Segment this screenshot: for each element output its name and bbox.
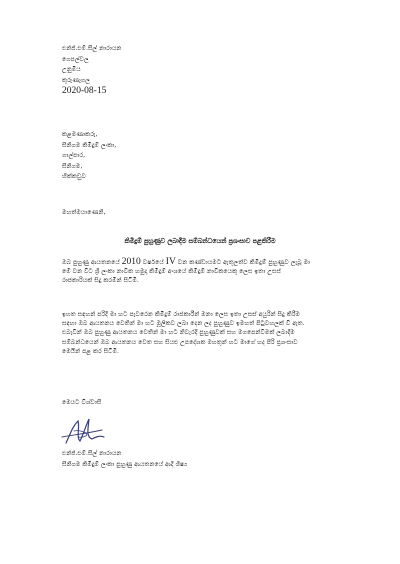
letter-date: 2020-08-15: [62, 86, 107, 97]
paragraph-1-line-2: මේ වන විට ශ්‍රී ලංකා නාවික හමුදා කිමිදුම් අංශයේ කිමිදුම් නාවිකයෙකු ලෙස ඉතා උසස්: [62, 268, 281, 276]
recipient-address: [62, 130, 116, 183]
sender-address-line-2: උනුමිය: [62, 66, 81, 74]
recipient-line-5: හික්කඩුව: [62, 173, 86, 181]
paragraph-1-text-a: ඔබ පුහුණු ආයතනයේ: [62, 259, 120, 266]
signature-block: [62, 449, 187, 470]
letter-subject: කිමිදුම් පුහුණුව ලබාදීම සම්බන්ධයෙන් ප්‍රශංසාව පළකිරීම: [124, 237, 276, 245]
paragraph-1-roman: IV: [165, 257, 176, 267]
paragraph-1: [62, 258, 352, 286]
recipient-line-3: ගාල්පාර,: [62, 152, 86, 160]
paragraph-2: [62, 310, 352, 356]
signatory-name: එන්ජ්.එම්.සීල් නාරායන: [62, 450, 122, 457]
handwritten-signature: [58, 413, 108, 449]
paragraph-1-text-b: වර්ෂයේ: [142, 259, 164, 266]
sender-address-line-3: කුරුණෑගල: [62, 76, 91, 84]
recipient-line-4: සීනිගම,: [62, 162, 83, 170]
sender-address-line-1: ගෙපල්වල: [62, 55, 89, 63]
recipient-line-1: කළමණාකරු,: [62, 131, 98, 138]
paragraph-2-line-5: මෙයින් පළ කර සිටිමි.: [62, 347, 120, 355]
paragraph-2-line-1: ඉහත සඳහන් පරිදි මා හට පැවරෙන කිමිදුම් රාජකාරීන් මනා ලෙස ඉතා උසස් අයුරින් සිදු කිරීම: [62, 311, 300, 318]
paragraph-1-line-1: [62, 258, 352, 267]
salutation: මහත්මයාණෙනි,: [62, 209, 106, 216]
paragraph-2-line-4: සම්බන්ධයෙන් ඔබ ආයතනය වෙත සහ සියළු උපදේශක මහතුන් හට මාගේ හද පිරි ප්‍රශංසාව: [62, 338, 298, 346]
paragraph-1-year: 2010: [121, 257, 141, 267]
paragraph-1-text-c: වන කණ්ඩායමට ඇතුලත්ව කිමිදුම් පුහුණුව ලැබූ මා: [177, 259, 311, 266]
paragraph-1-line-3: රාජකාරියක් සිදු කරමින් සිටිමි.: [62, 277, 139, 285]
signatory-title: සීනිගම කිමිදුම් ලංකා පුහුණු ආයතනයේ ආදි ශිෂ්‍ය: [62, 460, 188, 468]
paragraph-2-line-2: සඳහා ඔබ ආයතනය වෙතින් මා හට මූලිකව ලබා දෙන ලද පුහුණුව ඉමහත් පිටුවහලක් වී ඇත.: [62, 320, 305, 328]
recipient-line-2: සීනිගම කිමිදුම් ලංකා,: [62, 141, 117, 149]
paragraph-2-line-3: එබැවින් ඔබ පුහුණු ආයතනය වෙතින් මා හට නිවැරදි පුහුණුවක් සහ මගපෙන්වීමක් ලබාදීම: [62, 329, 295, 337]
closing: මෙයට විශ්වාසී: [62, 399, 102, 406]
sender-address: [62, 44, 121, 97]
sender-name: එන්ජ්.එම්.සීල් නාරායන: [62, 45, 122, 52]
